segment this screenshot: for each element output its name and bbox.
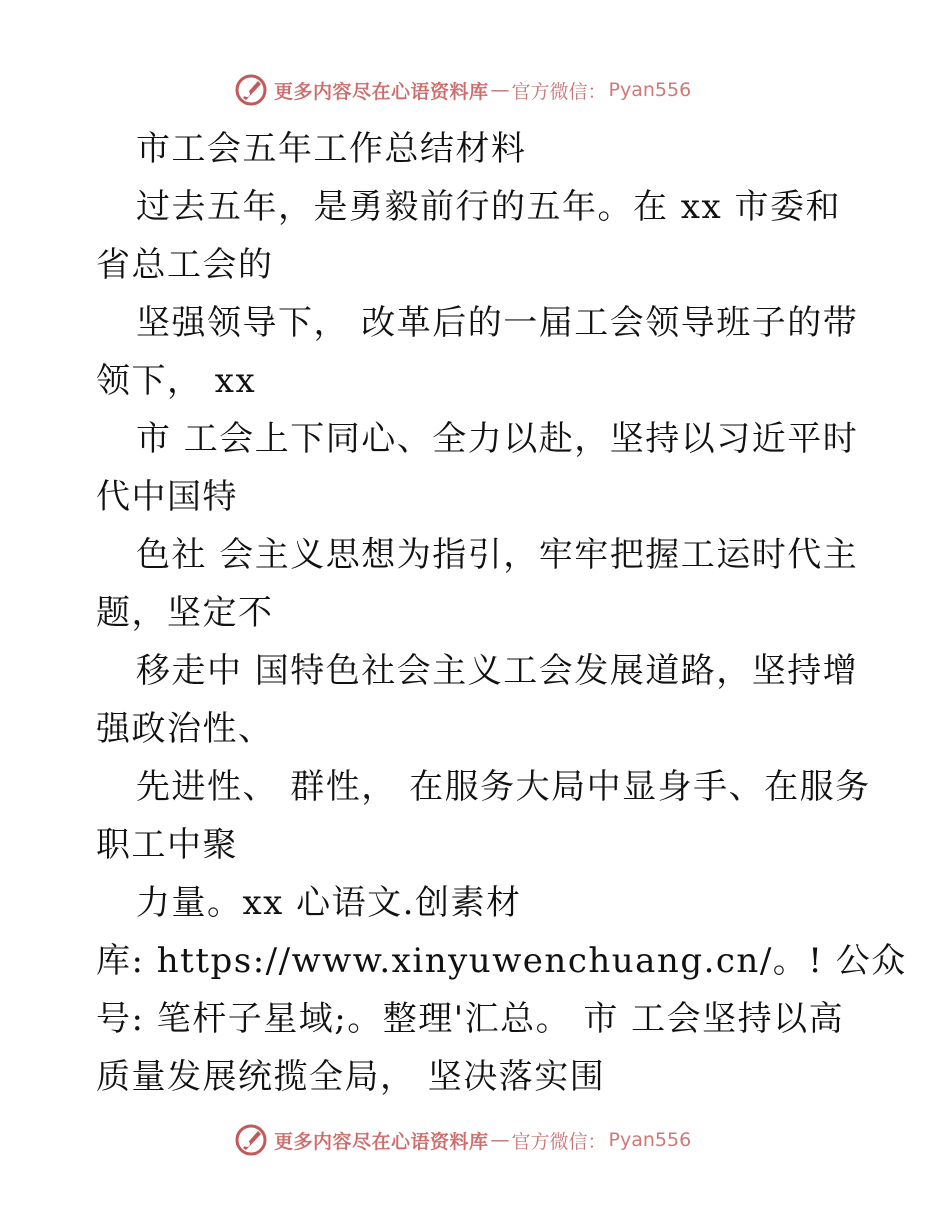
text-line: 色社 会主义思想为指引，牢牢把握工运时代主 [136, 535, 859, 575]
text-line: 市 工会上下同心、全力以赴，坚持以习近平时 [136, 419, 859, 459]
text-line: 题，坚定不 [96, 593, 274, 633]
text-line: 先进性、 群性， 在服务大局中显身手、在服务 [136, 767, 871, 807]
text-line: 号: 笔杆子星域;。整理'汇总。 市 工会坚持以高 [96, 999, 845, 1039]
text-line: 强政治性、 [96, 709, 274, 749]
watermark-wechat-label: 官方微信： [511, 1130, 607, 1153]
quill-logo-icon [234, 73, 268, 107]
watermark-wechat-label: 官方微信： [511, 80, 607, 103]
text-line: 力量。xx 心语文.创素材 [136, 883, 522, 923]
text-line: 库: https://www.xinyuwenchuang.cn/。! 公众 [96, 941, 907, 981]
text-line: 质量发展统揽全局， 坚决落实围 [96, 1057, 606, 1097]
quill-logo-icon [234, 1123, 268, 1157]
text-line: 省总工会的 [96, 245, 274, 285]
document-title: 市工会五年工作总结材料 [136, 129, 527, 169]
text-line: 职工中聚 [96, 825, 238, 865]
watermark-brand-text: 更多内容尽在心语资料库 [274, 80, 489, 103]
watermark-wechat-id: Pyan556 [608, 1129, 692, 1151]
text-line: 移走中 国特色社会主义工会发展道路，坚持增 [136, 651, 859, 691]
watermark-brand-text: 更多内容尽在心语资料库 [274, 1130, 489, 1153]
watermark-dash: — [490, 79, 510, 101]
watermark-wechat-id: Pyan556 [608, 79, 692, 101]
text-line: 坚强领导下， 改革后的一届工会领导班子的带 [136, 303, 859, 343]
watermark-dash: — [490, 1129, 510, 1151]
header-watermark [234, 72, 691, 108]
text-line: 代中国特 [96, 477, 238, 517]
document-body [96, 120, 907, 1106]
footer-watermark [234, 1122, 691, 1158]
text-line: 过去五年，是勇毅前行的五年。在 xx 市委和 [136, 187, 841, 227]
text-line: 领下， xx [96, 361, 257, 401]
